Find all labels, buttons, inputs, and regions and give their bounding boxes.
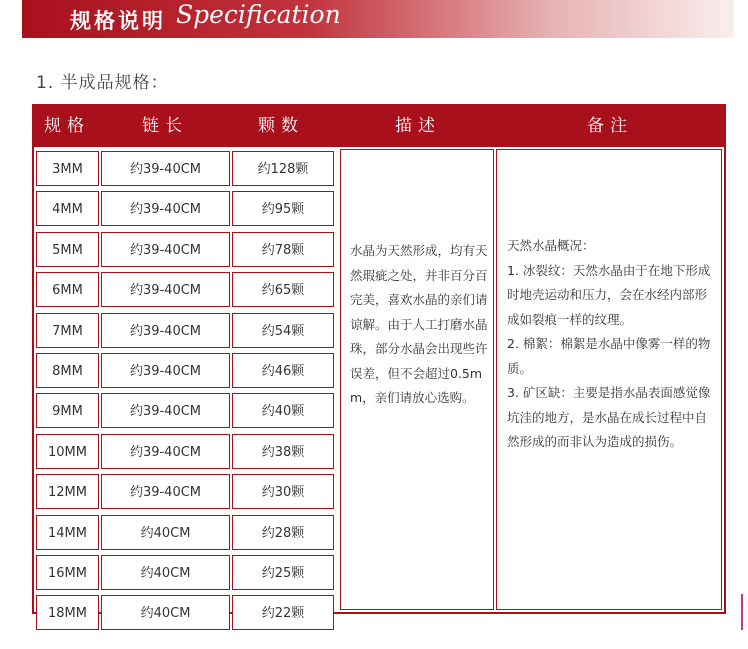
table-header xyxy=(34,106,724,147)
count-cell: 约40颗 xyxy=(232,393,334,428)
spec-cell: 10MM xyxy=(36,434,99,469)
length-cell: 约40CM xyxy=(101,555,230,590)
table-row xyxy=(34,472,336,512)
table-row xyxy=(34,553,336,593)
table-row xyxy=(34,432,336,472)
remarks-item-pits: 3. 矿区缺：主要是指水晶表面感觉像坑洼的地方，是水晶在成长过程中自然形成的而非认为造成的损伤。 xyxy=(507,385,711,449)
table-row xyxy=(34,513,336,553)
length-cell: 约39-40CM xyxy=(101,151,230,186)
table-row xyxy=(34,391,336,431)
spec-cell: 9MM xyxy=(36,393,99,428)
count-cell: 约22颗 xyxy=(232,595,334,630)
table-row xyxy=(34,311,336,351)
remarks-text xyxy=(507,234,717,455)
table-row xyxy=(34,270,336,310)
length-cell: 约39-40CM xyxy=(101,393,230,428)
edge-marker xyxy=(741,594,743,630)
spec-cell: 16MM xyxy=(36,555,99,590)
remarks-heading: 天然水晶概况： xyxy=(507,238,595,253)
header-banner xyxy=(22,0,734,38)
banner-subtitle: Specification xyxy=(176,0,341,29)
header-count: 颗数 xyxy=(258,116,304,136)
table-rows xyxy=(34,149,336,634)
header-length: 链长 xyxy=(142,116,188,136)
count-cell: 约28颗 xyxy=(232,515,334,550)
table-row xyxy=(34,149,336,189)
length-cell: 约40CM xyxy=(101,515,230,550)
table-row xyxy=(34,230,336,270)
count-cell: 约128颗 xyxy=(232,151,334,186)
header-remarks: 备注 xyxy=(587,116,633,136)
table-row xyxy=(34,593,336,633)
count-cell: 约25颗 xyxy=(232,555,334,590)
spec-cell: 18MM xyxy=(36,595,99,630)
count-cell: 约46颗 xyxy=(232,353,334,388)
length-cell: 约39-40CM xyxy=(101,272,230,307)
length-cell: 约39-40CM xyxy=(101,191,230,226)
count-cell: 约54颗 xyxy=(232,313,334,348)
spec-cell: 5MM xyxy=(36,232,99,267)
table-row xyxy=(34,189,336,229)
count-cell: 约95颗 xyxy=(232,191,334,226)
spec-cell: 14MM xyxy=(36,515,99,550)
header-description: 描述 xyxy=(395,116,441,136)
length-cell: 约39-40CM xyxy=(101,232,230,267)
count-cell: 约78颗 xyxy=(232,232,334,267)
banner-title: 规格说明 xyxy=(70,9,166,33)
count-cell: 约65颗 xyxy=(232,272,334,307)
section-title: 1. 半成品规格： xyxy=(36,73,169,93)
length-cell: 约40CM xyxy=(101,595,230,630)
count-cell: 约38颗 xyxy=(232,434,334,469)
length-cell: 约39-40CM xyxy=(101,353,230,388)
length-cell: 约39-40CM xyxy=(101,434,230,469)
header-spec: 规格 xyxy=(44,116,90,136)
spec-cell: 7MM xyxy=(36,313,99,348)
spec-table xyxy=(32,104,726,622)
length-cell: 约39-40CM xyxy=(101,313,230,348)
table-row xyxy=(34,351,336,391)
spec-cell: 3MM xyxy=(36,151,99,186)
spec-cell: 8MM xyxy=(36,353,99,388)
count-cell: 约30颗 xyxy=(232,474,334,509)
length-cell: 约39-40CM xyxy=(101,474,230,509)
remarks-item-cotton: 2. 棉絮：棉絮是水晶中像雾一样的物质。 xyxy=(507,336,711,376)
spec-cell: 12MM xyxy=(36,474,99,509)
spec-cell: 4MM xyxy=(36,191,99,226)
description-text: 水晶为天然形成，均有天然瑕疵之处，并非百分百完美，喜欢水晶的亲们请谅解。由于人工打磨水晶珠，部分水晶会出现些许误差，但不会超过0.5mm，亲们请放心选购。 xyxy=(350,243,488,405)
spec-cell: 6MM xyxy=(36,272,99,307)
remarks-cell xyxy=(496,149,722,610)
description-cell xyxy=(340,149,494,610)
remarks-item-ice-crack: 1. 冰裂纹：天然水晶由于在地下形成时地壳运动和压力，会在水经内部形成如裂痕一样的纹理。 xyxy=(507,262,711,327)
